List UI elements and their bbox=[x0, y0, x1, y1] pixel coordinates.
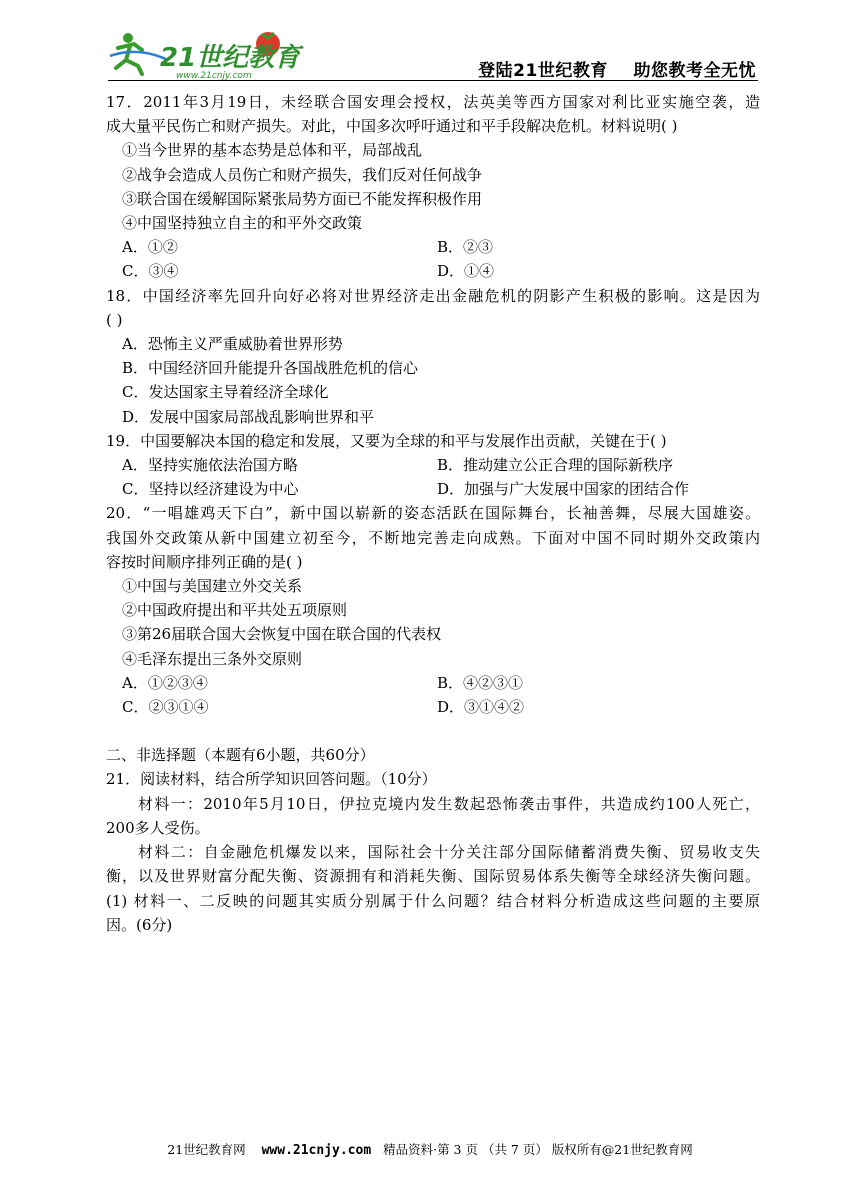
question-17-statement-2: ②战争会造成人员伤亡和财产损失，我们反对任何战争 bbox=[122, 165, 483, 184]
question-18-stem-line1: 18．中国经济率先回升向好必将对世界经济走出金融危机的阴影产生积极的影响。这是因为 bbox=[106, 286, 760, 305]
question-20-stem-line1: 20．“一唱雄鸡天下白”，新中国以崭新的姿态活跃在国际舞台，长袖善舞，尽展大国雄姿。 bbox=[106, 504, 760, 523]
header-divider bbox=[108, 80, 758, 81]
question-18-option-c: C．发达国家主导着经济全球化 bbox=[122, 383, 329, 402]
question-17-options-row1 bbox=[106, 235, 760, 259]
question-18-option-a: A．恐怖主义严重威胁着世界形势 bbox=[122, 335, 343, 354]
question-21-material1-line1: 材料一：2010年5月10日，伊拉克境内发生数起恐怖袭击事件，共造成约100人死亡， bbox=[138, 794, 760, 813]
question-18-stem-line2: ( ) bbox=[106, 310, 123, 329]
question-20-options-row2 bbox=[106, 695, 760, 719]
question-19-option-b: B．推动建立公正合理的国际新秩序 bbox=[437, 456, 674, 475]
question-17-option-a: A．①② bbox=[122, 238, 178, 257]
question-17-option-b: B．②③ bbox=[437, 238, 494, 257]
question-17-option-c: C．③④ bbox=[122, 262, 179, 281]
question-20-statement-4: ④毛泽东提出三条外交原则 bbox=[122, 649, 303, 668]
question-17-option-d: D．①④ bbox=[437, 262, 495, 281]
question-18 bbox=[106, 284, 760, 429]
question-17 bbox=[106, 90, 760, 284]
logo-text: 21世纪教育 bbox=[160, 43, 301, 73]
header-slogan: 登陆21世纪教育 助您教考全无忧 bbox=[478, 61, 756, 81]
footer-site-link[interactable]: www.21cnjy.com bbox=[261, 1143, 372, 1158]
question-19-options-row1 bbox=[106, 453, 760, 477]
page-footer bbox=[0, 1140, 860, 1158]
question-17-statement-4: ④中国坚持独立自主的和平外交政策 bbox=[122, 214, 363, 233]
question-20-statement-3: ③第26届联合国大会恢复中国在联合国的代表权 bbox=[122, 625, 442, 644]
question-20-options-row1 bbox=[106, 671, 760, 695]
question-20-option-b: B．④②③① bbox=[437, 673, 524, 692]
question-18-option-d: D．发展中国家局部战乱影响世界和平 bbox=[122, 407, 375, 426]
question-20-stem-line2: 我国外交政策从新中国建立初至今，不断地完善走向成熟。下面对中国不同时期外交政策内 bbox=[106, 528, 760, 547]
question-17-stem-line1: 17．2011年3月19日，未经联合国安理会授权，法英美等西方国家对利比亚实施空袭，造 bbox=[106, 93, 760, 111]
question-17-statement-1: ①当今世界的基本态势是总体和平，局部战乱 bbox=[122, 141, 423, 160]
question-21-stem: 21．阅读材料，结合所学知识回答问题。（10分） bbox=[106, 770, 437, 789]
question-19-stem: 19．中国要解决本国的稳定和发展，又要为全球的和平与发展作出贡献，关键在于( ) bbox=[106, 431, 667, 450]
site-logo bbox=[108, 26, 308, 80]
question-19-option-d: D．加强与广大发展中国家的团结合作 bbox=[437, 480, 690, 499]
question-20-statement-1: ①中国与美国建立外交关系 bbox=[122, 577, 303, 596]
question-21-subquestion1-line1: (1) 材料一、二反映的问题其实质分别属于什么问题？结合材料分析造成这些问题的主要原 bbox=[106, 891, 760, 910]
question-20-option-a: A．①②③④ bbox=[122, 673, 208, 692]
question-21-subquestion1-line2: 因。(6分) bbox=[106, 915, 173, 934]
footer-left-text: 21世纪教育网 bbox=[167, 1142, 262, 1157]
question-20-statement-2: ②中国政府提出和平共处五项原则 bbox=[122, 601, 348, 620]
exam-content bbox=[106, 90, 760, 937]
footer-right-text: 精品资料·第 3 页 （共 7 页） 版权所有@21世纪教育网 bbox=[371, 1142, 693, 1157]
question-17-stem-line2: 成大量平民伤亡和财产损失。对此，中国多次呼吁通过和平手段解决危机。材料说明( ) bbox=[106, 117, 678, 136]
question-20-option-d: D．③①④② bbox=[437, 698, 525, 717]
question-20-stem-line3: 容按时间顺序排列正确的是( ) bbox=[106, 552, 303, 571]
section-spacer bbox=[106, 719, 760, 743]
logo-url-text: www.21cnjy.com bbox=[176, 71, 252, 80]
question-21-material2-line2: 衡，以及世界财富分配失衡、资源拥有和消耗失衡、国际贸易体系失衡等全球经济失衡问题。 bbox=[106, 867, 760, 886]
section-2 bbox=[106, 743, 760, 937]
question-20-option-c: C．②③①④ bbox=[122, 698, 209, 717]
logo-graphic bbox=[108, 26, 308, 80]
question-17-statement-3: ③联合国在缓解国际紧张局势方面已不能发挥积极作用 bbox=[122, 189, 483, 208]
question-21-material1-line2: 200多人受伤。 bbox=[106, 818, 210, 837]
question-17-options-row2 bbox=[106, 259, 760, 283]
question-21-material2-line1: 材料二：自金融危机爆发以来，国际社会十分关注部分国际储蓄消费失衡、贸易收支失 bbox=[138, 843, 760, 862]
question-19-options-row2 bbox=[106, 477, 760, 501]
question-18-option-b: B．中国经济回升能提升各国战胜危机的信心 bbox=[122, 359, 419, 378]
question-20 bbox=[106, 501, 760, 719]
question-19-option-a: A．坚持实施依法治国方略 bbox=[122, 456, 298, 475]
question-19 bbox=[106, 429, 760, 502]
page-header bbox=[108, 22, 758, 80]
section-2-title: 二、非选择题（本题有6小题，共60分） bbox=[106, 746, 375, 765]
question-19-option-c: C．坚持以经济建设为中心 bbox=[122, 480, 299, 499]
